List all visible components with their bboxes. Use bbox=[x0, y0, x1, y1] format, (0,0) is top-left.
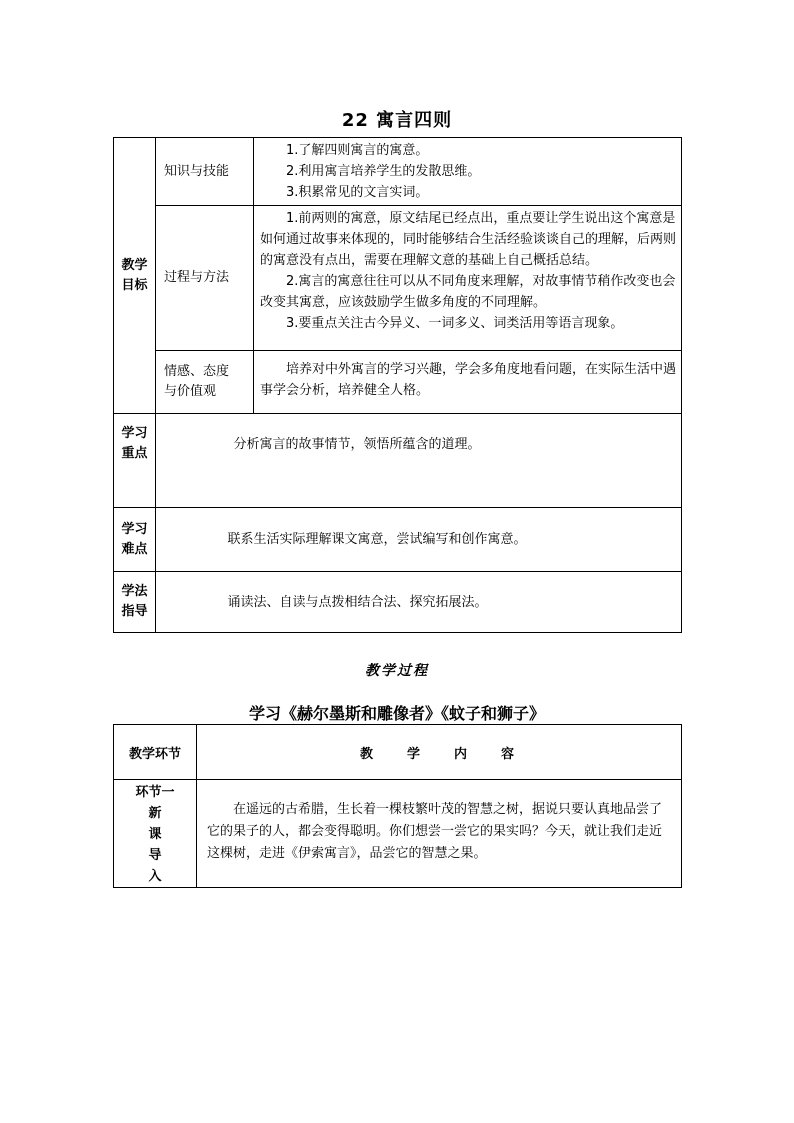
process-label: 过程与方法 bbox=[156, 206, 254, 351]
difficulties-header: 学习 难点 bbox=[114, 508, 156, 572]
emotion-row bbox=[114, 351, 682, 414]
key-points-row bbox=[114, 414, 682, 508]
stage-column-header: 教学环节 bbox=[114, 725, 197, 780]
process-table-row bbox=[114, 780, 682, 888]
intro-content: 在遥远的古希腊，生长着一棵枝繁叶茂的智慧之树，据说只要认真地品尝了它的果子的人，都会变得聪明。你们想尝一尝它的果实吗？今天，就让我们走近这棵树，走进《伊索寓言》，品尝它的智慧之果。 bbox=[197, 780, 682, 888]
key-points-content: 分析寓言的故事情节，领悟所蕴含的道理。 bbox=[156, 414, 682, 508]
process-content: 1.前两则的寓意，原文结尾已经点出，重点要让学生说出这个寓意是如何通过故事来体现的，同时能够结合生活经验谈谈自己的理解，后两则的寓意没有点出，需要在理解文意的基础上自己概括总结。 2.寓言的寓意往往可以从不同角度来理解，对故事情节稍作改变也会改变其寓意，应该鼓励学生做多角度的不同理解。 3.要重点关注古今异义、一词多义、词类活用等语言现象。 bbox=[254, 206, 682, 351]
difficulties-content: 联系生活实际理解课文寓意，尝试编写和创作寓意。 bbox=[156, 508, 682, 572]
content-column-header: 教学内容 bbox=[197, 725, 682, 780]
difficulties-row bbox=[114, 508, 682, 572]
process-row bbox=[114, 206, 682, 351]
knowledge-label: 知识与技能 bbox=[156, 138, 254, 206]
methods-header: 学法 指导 bbox=[114, 572, 156, 633]
objectives-table bbox=[113, 137, 682, 633]
methods-content: 诵读法、自读与点拨相结合法、探究拓展法。 bbox=[156, 572, 682, 633]
page-title: 22 寓言四则 bbox=[341, 110, 453, 131]
emotion-content: 培养对中外寓言的学习兴趣，学会多角度地看问题，在实际生活中遇事学会分析，培养健全人格。 bbox=[254, 351, 682, 414]
teaching-process-heading: 教学过程 bbox=[365, 663, 429, 679]
process-table bbox=[113, 724, 682, 888]
knowledge-content: 1.了解四则寓言的寓意。 2.利用寓言培养学生的发散思维。 3.积累常见的文言实词。 bbox=[254, 138, 682, 206]
key-points-header: 学习 重点 bbox=[114, 414, 156, 508]
methods-row bbox=[114, 572, 682, 633]
stage-label: 环节一 新 课 导 入 bbox=[114, 780, 197, 888]
objectives-header: 教学 目标 bbox=[114, 138, 156, 414]
lesson-heading: 学习《赫尔墨斯和雕像者》《蚊子和狮子》 bbox=[248, 704, 545, 723]
knowledge-row bbox=[114, 138, 682, 206]
emotion-label: 情感、态度 与价值观 bbox=[156, 351, 254, 414]
process-table-header-row bbox=[114, 725, 682, 780]
